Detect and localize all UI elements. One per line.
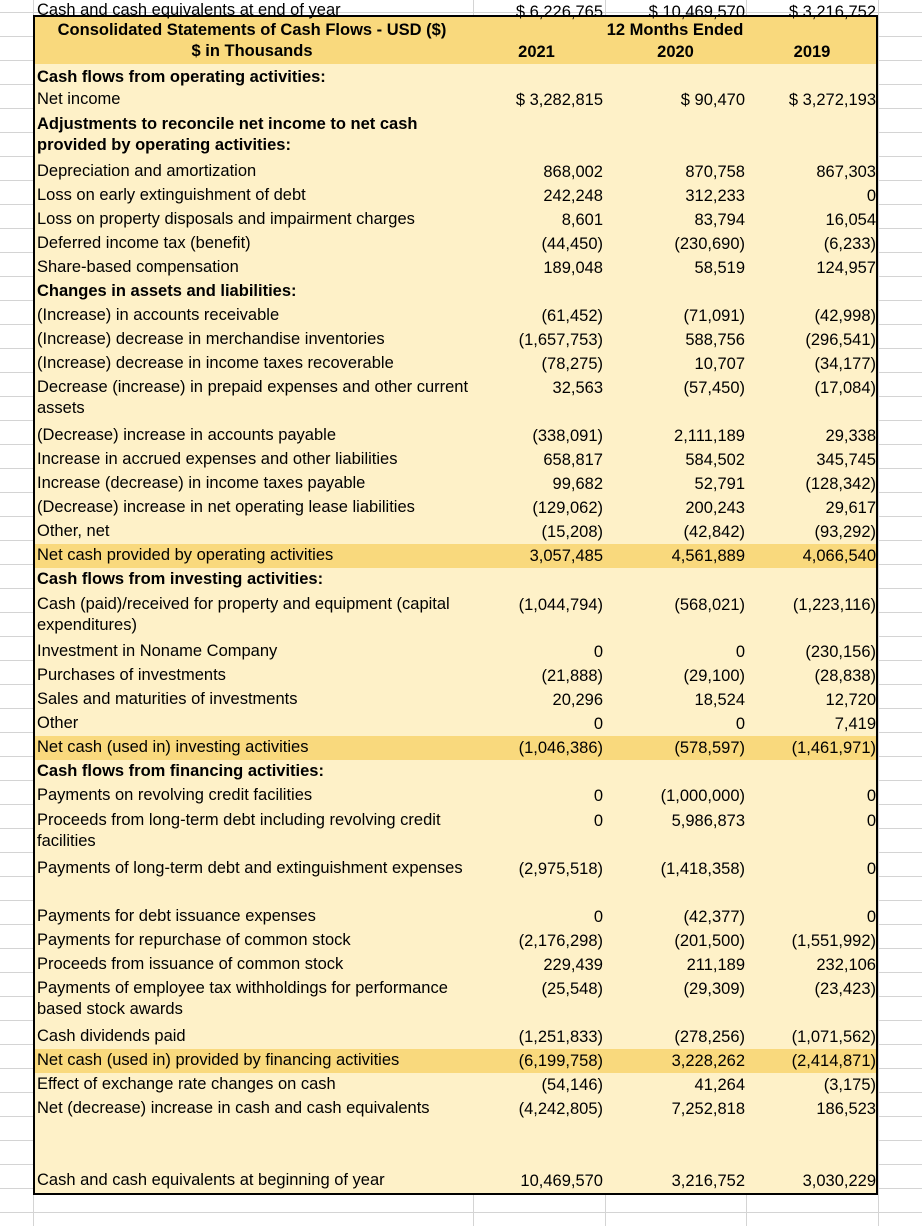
row-label: (Decrease) increase in net operating lease liabilities	[37, 498, 415, 516]
row-label: Depreciation and amortization	[37, 162, 257, 180]
value-cell-2019: (34,177)	[814, 355, 876, 373]
row-label: Cash dividends paid	[37, 1027, 186, 1045]
row-label: Sales and maturities of investments	[37, 690, 298, 708]
value-cell-2021: 0	[593, 643, 603, 661]
value-cell-2019: (28,838)	[814, 667, 876, 685]
value-cell-2020: 2,111,189	[674, 427, 745, 445]
value-cell-2020: (29,309)	[683, 980, 745, 998]
value-cell-2019: (42,998)	[814, 307, 876, 325]
row-label: (Increase) decrease in income taxes recoverable	[37, 354, 394, 372]
value-cell-2019: 0	[866, 787, 876, 805]
value-cell-2020: 0	[735, 715, 745, 733]
value-cell-2021: 0	[593, 787, 603, 805]
row-label: Share-based compensation	[37, 258, 239, 276]
value-cell-2020: 5,986,873	[671, 812, 745, 830]
value-cell-2021: $ 3,282,815	[515, 91, 603, 109]
value-cell-2020: 52,791	[694, 475, 745, 493]
value-cell-2020: 10,707	[694, 355, 745, 373]
value-cell-2019: (128,342)	[805, 475, 876, 493]
value-cell-2021: (1,657,753)	[518, 331, 603, 349]
value-cell-2020: 83,794	[694, 211, 745, 229]
row-label: Net cash provided by operating activities	[37, 546, 334, 564]
gridline	[0, 1212, 922, 1213]
value-cell-2021: (54,146)	[541, 1076, 603, 1094]
value-cell-2019: (1,461,971)	[791, 739, 876, 757]
value-cell-2019: 0	[866, 860, 876, 878]
value-cell-2021: 3,057,485	[529, 547, 603, 565]
title-line-2: $ in Thousands	[191, 42, 313, 60]
value-cell-2019: 124,957	[816, 259, 876, 277]
row-label: Net income	[37, 90, 121, 108]
value-cell-2021: (4,242,805)	[518, 1100, 603, 1118]
row-label: Loss on early extinguishment of debt	[37, 186, 306, 204]
value-cell-2019: 345,745	[816, 451, 876, 469]
value-cell-2019: 232,106	[816, 956, 876, 974]
title-line-1: Consolidated Statements of Cash Flows - USD ($)	[57, 21, 447, 39]
value-cell-2020: 7,252,818	[671, 1100, 745, 1118]
value-cell-2020: $ 10,469,570	[648, 3, 745, 21]
value-cell-2019: 0	[866, 812, 876, 830]
value-cell-2019: $ 3,272,193	[788, 91, 876, 109]
value-cell-2020: 58,519	[694, 259, 745, 277]
value-cell-2021: $ 6,226,765	[515, 3, 603, 21]
row-label: Cash and cash equivalents at end of year	[37, 1, 341, 19]
value-cell-2019: 4,066,540	[802, 547, 876, 565]
value-cell-2020: (578,597)	[674, 739, 745, 757]
value-cell-2021: (2,176,298)	[518, 932, 603, 950]
row-label: Payments on revolving credit facilities	[37, 786, 313, 804]
value-cell-2019: 3,030,229	[802, 1172, 876, 1190]
value-cell-2019: 867,303	[816, 163, 876, 181]
row-label: Effect of exchange rate changes on cash	[37, 1075, 336, 1093]
row-label: (Decrease) increase in accounts payable	[37, 426, 336, 444]
row-label: (Increase) decrease in merchandise inventories	[37, 330, 385, 348]
row-label: Proceeds from issuance of common stock	[37, 955, 344, 973]
value-cell-2019: (1,551,992)	[791, 932, 876, 950]
value-cell-2020: (1,000,000)	[660, 787, 745, 805]
value-cell-2020: 18,524	[694, 691, 745, 709]
year-header-2021: 2021	[518, 43, 555, 61]
value-cell-2019: (17,084)	[814, 379, 876, 397]
value-cell-2021: (129,062)	[532, 499, 603, 517]
value-cell-2019: (23,423)	[814, 980, 876, 998]
value-cell-2020: (201,500)	[674, 932, 745, 950]
value-cell-2021: 189,048	[543, 259, 603, 277]
value-cell-2019: 7,419	[834, 715, 876, 733]
row-label: Payments of employee tax withholdings for performance based stock awards	[37, 979, 448, 1018]
value-cell-2020: 0	[735, 643, 745, 661]
period-header: 12 Months Ended	[606, 21, 744, 39]
value-cell-2020: (42,377)	[683, 908, 745, 926]
row-label: Payments for repurchase of common stock	[37, 931, 351, 949]
value-cell-2019: 12,720	[825, 691, 876, 709]
row-label: Other, net	[37, 522, 110, 540]
value-cell-2020: 312,233	[685, 187, 745, 205]
value-cell-2019: (6,233)	[823, 235, 876, 253]
value-cell-2021: 0	[593, 715, 603, 733]
section-heading: Adjustments to reconcile net income to net cash provided by operating activities:	[37, 115, 418, 154]
value-cell-2021: (2,975,518)	[518, 860, 603, 878]
gridline	[878, 0, 879, 1226]
value-cell-2021: (61,452)	[541, 307, 603, 325]
value-cell-2020: (42,842)	[683, 523, 745, 541]
value-cell-2020: (278,256)	[674, 1028, 745, 1046]
value-cell-2021: 0	[593, 812, 603, 830]
section-heading: Cash flows from financing activities:	[37, 762, 324, 780]
value-cell-2021: 229,439	[543, 956, 603, 974]
value-cell-2020: 211,189	[686, 956, 745, 974]
value-cell-2019: (2,414,871)	[791, 1052, 876, 1070]
value-cell-2019: (1,071,562)	[791, 1028, 876, 1046]
value-cell-2021: (1,046,386)	[518, 739, 603, 757]
value-cell-2021: 868,002	[543, 163, 603, 181]
value-cell-2021: 10,469,570	[520, 1172, 603, 1190]
row-label: Increase (decrease) in income taxes payable	[37, 474, 366, 492]
value-cell-2019: 186,523	[816, 1100, 876, 1118]
row-label: Net (decrease) increase in cash and cash equivalents	[37, 1099, 430, 1117]
row-label: Net cash (used in) provided by financing activities	[37, 1051, 400, 1069]
row-label: Other	[37, 714, 79, 732]
value-cell-2021: (25,548)	[541, 980, 603, 998]
section-heading: Changes in assets and liabilities:	[37, 282, 297, 300]
row-label: Increase in accrued expenses and other liabilities	[37, 450, 398, 468]
year-header-2020: 2020	[657, 43, 694, 61]
value-cell-2021: 32,563	[552, 379, 603, 397]
value-cell-2019: 16,054	[825, 211, 876, 229]
row-label: Payments of long-term debt and extinguishment expenses	[37, 859, 463, 877]
value-cell-2020: 584,502	[685, 451, 745, 469]
section-heading: Cash flows from investing activities:	[37, 570, 324, 588]
value-cell-2019: 0	[866, 187, 876, 205]
value-cell-2021: (15,208)	[541, 523, 603, 541]
value-cell-2020: (568,021)	[674, 596, 745, 614]
value-cell-2020: 200,243	[685, 499, 745, 517]
value-cell-2019: 29,338	[825, 427, 876, 445]
row-label: Proceeds from long-term debt including revolving credit facilities	[37, 811, 441, 850]
value-cell-2020: (29,100)	[683, 667, 745, 685]
value-cell-2021: (1,044,794)	[518, 596, 603, 614]
row-label: Investment in Noname Company	[37, 642, 278, 660]
year-header-2019: 2019	[793, 43, 831, 61]
value-cell-2021: (21,888)	[541, 667, 603, 685]
value-cell-2019: 0	[866, 908, 876, 926]
value-cell-2021: 20,296	[552, 691, 603, 709]
row-label: Purchases of investments	[37, 666, 226, 684]
value-cell-2020: (71,091)	[683, 307, 745, 325]
value-cell-2021: (44,450)	[541, 235, 603, 253]
row-label: Decrease (increase) in prepaid expenses and other current assets	[37, 378, 469, 417]
value-cell-2020: (230,690)	[674, 235, 745, 253]
value-cell-2020: (57,450)	[683, 379, 745, 397]
value-cell-2021: 0	[593, 908, 603, 926]
row-label: Cash (paid)/received for property and equipment (capital expenditures)	[37, 595, 450, 634]
row-label: (Increase) in accounts receivable	[37, 306, 280, 324]
value-cell-2021: 99,682	[552, 475, 603, 493]
value-cell-2019: (296,541)	[805, 331, 876, 349]
row-label: Cash and cash equivalents at beginning of year	[37, 1171, 385, 1189]
value-cell-2020: 3,216,752	[671, 1172, 745, 1190]
section-heading: Cash flows from operating activities:	[37, 68, 326, 86]
value-cell-2021: 8,601	[561, 211, 603, 229]
value-cell-2021: 242,248	[543, 187, 603, 205]
value-cell-2020: 870,758	[685, 163, 745, 181]
value-cell-2020: (1,418,358)	[660, 860, 745, 878]
value-cell-2020: $ 90,470	[680, 91, 745, 109]
value-cell-2019: 29,617	[825, 499, 876, 517]
table-title	[37, 20, 467, 62]
row-label: Deferred income tax (benefit)	[37, 234, 251, 252]
value-cell-2019: (93,292)	[814, 523, 876, 541]
value-cell-2020: 41,264	[694, 1076, 745, 1094]
value-cell-2019: (1,223,116)	[792, 596, 876, 614]
value-cell-2021: (6,199,758)	[518, 1052, 603, 1070]
value-cell-2020: 4,561,889	[671, 547, 745, 565]
value-cell-2021: (1,251,833)	[518, 1028, 603, 1046]
value-cell-2021: 658,817	[543, 451, 603, 469]
value-cell-2020: 3,228,262	[671, 1052, 745, 1070]
value-cell-2019: (3,175)	[823, 1076, 876, 1094]
value-cell-2021: (338,091)	[532, 427, 603, 445]
value-cell-2020: 588,756	[685, 331, 745, 349]
value-cell-2021: (78,275)	[541, 355, 603, 373]
row-label: Loss on property disposals and impairment charges	[37, 210, 415, 228]
value-cell-2019: $ 3,216,752	[788, 3, 876, 21]
row-label: Net cash (used in) investing activities	[37, 738, 309, 756]
row-label: Payments for debt issuance expenses	[37, 907, 316, 925]
value-cell-2019: (230,156)	[805, 643, 876, 661]
